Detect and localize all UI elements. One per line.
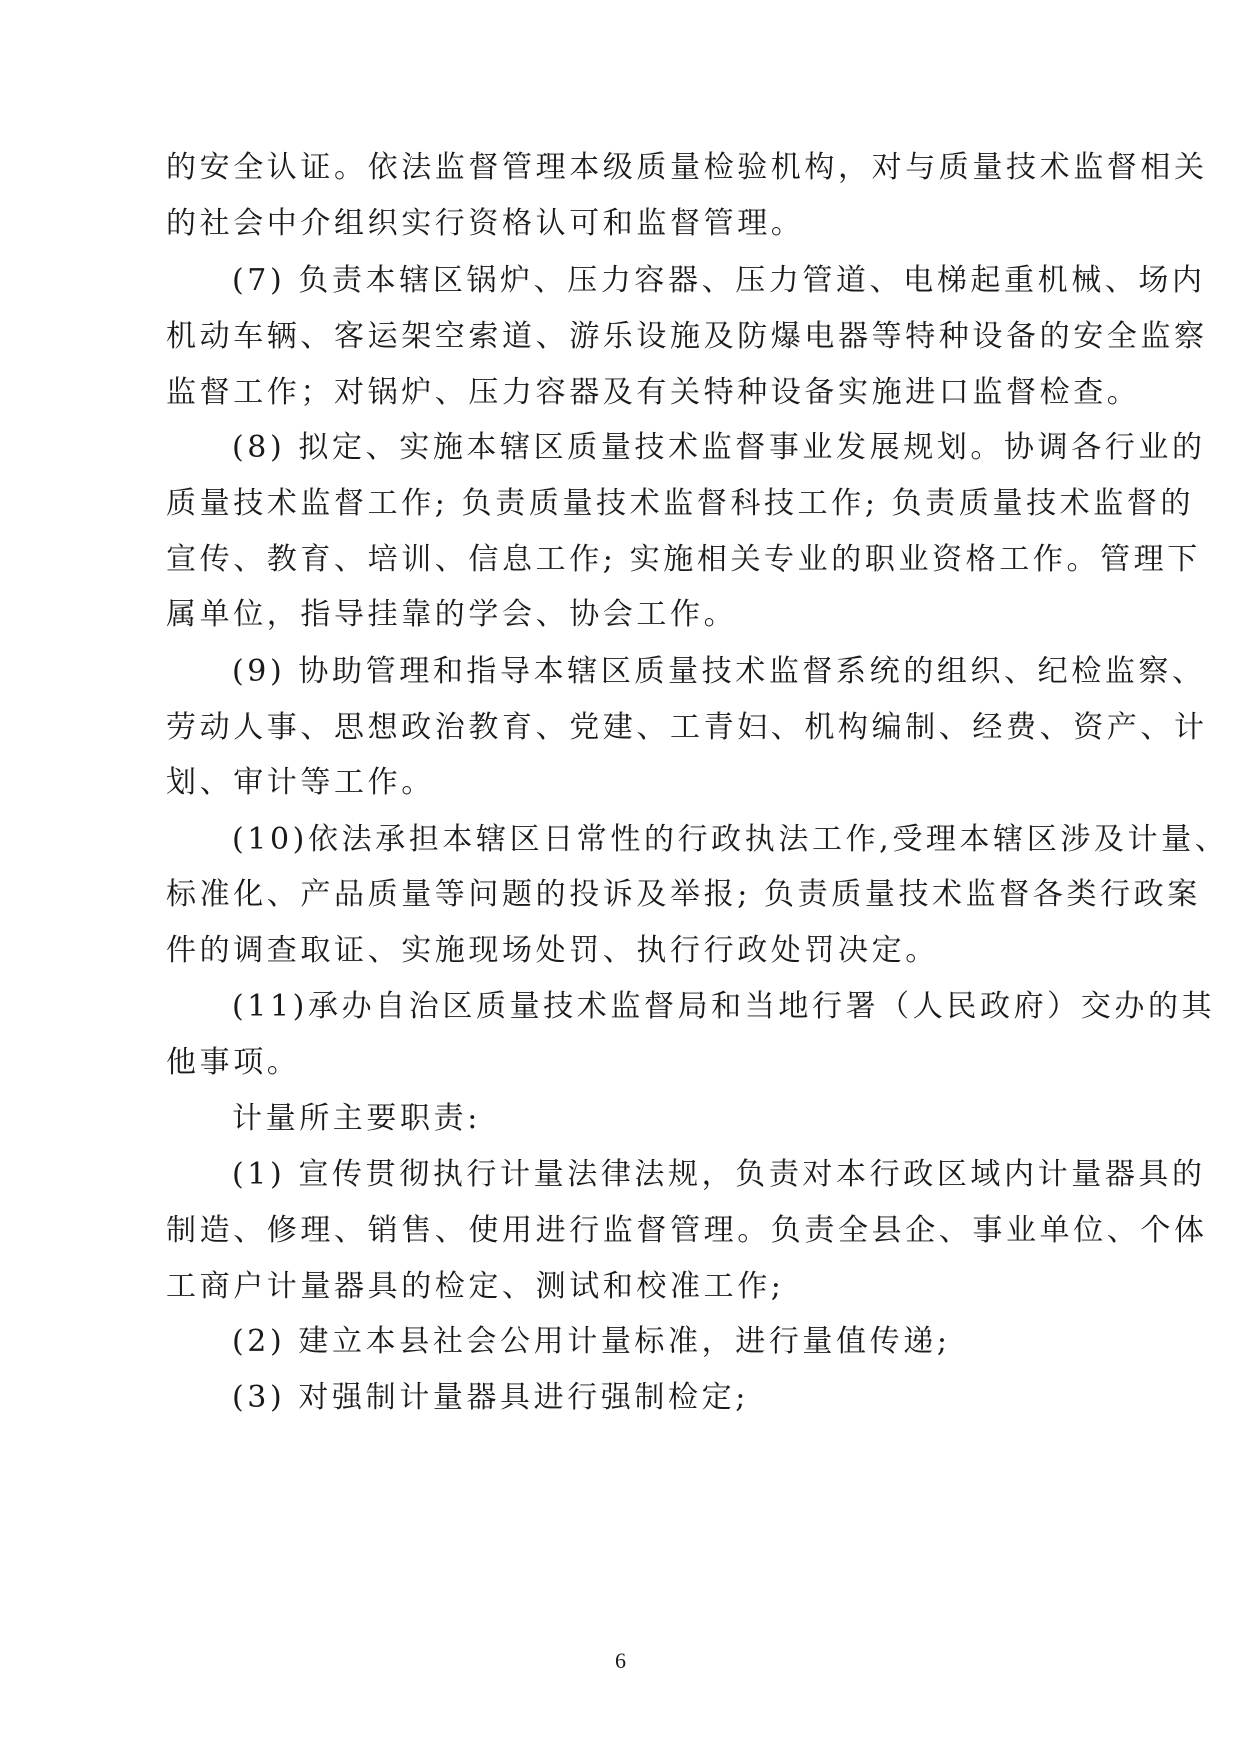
- text-line: 属单位，指导挂靠的学会、协会工作。: [166, 597, 738, 632]
- text-line: 宣传、教育、培训、信息工作; 实施相关专业的职业资格工作。管理下: [166, 542, 1201, 577]
- text-line: 制造、修理、销售、使用进行监督管理。负责全县企、事业单位、个体: [166, 1213, 1208, 1248]
- text-line: 划、审计等工作。: [166, 765, 435, 800]
- text-line: (2) 建立本县社会公用计量标准，进行量值传递;: [232, 1324, 951, 1359]
- text-line: (7) 负责本辖区锅炉、压力容器、压力管道、电梯起重机械、场内: [232, 263, 1206, 298]
- text-line: (11)承办自治区质量技术监督局和当地行署（人民政府）交办的其: [232, 989, 1216, 1024]
- text-line: 机动车辆、客运架空索道、游乐设施及防爆电器等特种设备的安全监察: [166, 319, 1208, 354]
- text-line: (1) 宣传贯彻执行计量法律法规，负责对本行政区域内计量器具的: [232, 1157, 1206, 1192]
- text-line: 监督工作；对锅炉、压力容器及有关特种设备实施进口监督检查。: [166, 375, 1141, 410]
- text-line: 标准化、产品质量等问题的投诉及举报; 负责质量技术监督各类行政案: [166, 877, 1201, 912]
- text-line: (9) 协助管理和指导本辖区质量技术监督系统的组织、纪检监察、: [232, 654, 1206, 689]
- text-line: 他事项。: [166, 1045, 301, 1080]
- text-line: 的安全认证。依法监督管理本级质量检验机构，对与质量技术监督相关: [166, 150, 1208, 185]
- text-line: 工商户计量器具的检定、测试和校准工作;: [166, 1269, 785, 1304]
- page-number: 6: [615, 1648, 626, 1673]
- text-line: 件的调查取证、实施现场处罚、执行行政处罚决定。: [166, 933, 939, 968]
- section-heading: 计量所主要职责:: [232, 1101, 481, 1136]
- text-line: (8) 拟定、实施本辖区质量技术监督事业发展规划。协调各行业的: [232, 430, 1206, 465]
- text-line: (10)依法承担本辖区日常性的行政执法工作,受理本辖区涉及计量、: [232, 822, 1229, 857]
- text-line: 质量技术监督工作; 负责质量技术监督科技工作; 负责质量技术监督的: [166, 486, 1195, 521]
- text-line: (3) 对强制计量器具进行强制检定;: [232, 1380, 749, 1415]
- text-line: 的社会中介组织实行资格认可和监督管理。: [166, 206, 805, 241]
- text-line: 劳动人事、思想政治教育、党建、工青妇、机构编制、经费、资产、计: [166, 710, 1208, 745]
